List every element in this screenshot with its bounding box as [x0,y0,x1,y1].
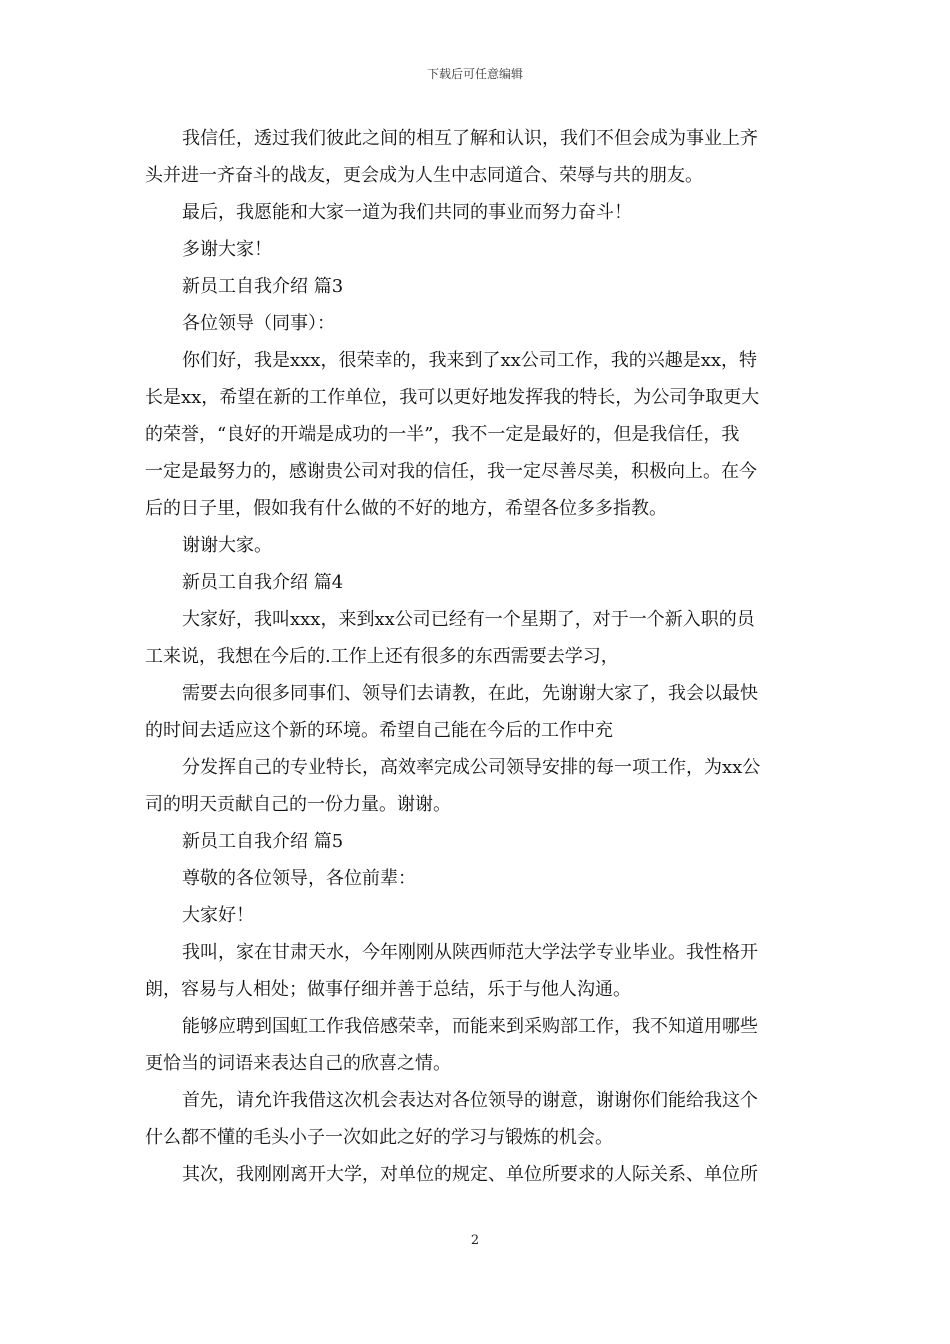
paragraph-line: 最后，我愿能和大家一道为我们共同的事业而努力奋斗！ [182,202,632,223]
paragraph-line: 尊敬的各位领导，各位前辈： [182,868,416,889]
paragraph-line: 长是xx，希望在新的工作单位，我可以更好地发挥我的特长，为公司争取更大 [145,387,760,408]
body-line [145,231,809,268]
paragraph-line: 多谢大家！ [182,239,272,260]
paragraph-line: 新员工自我介绍 篇5 [182,831,344,852]
body-paragraph [145,749,809,823]
document-body [145,120,809,1193]
paragraph-line: 司的明天贡献自己的一份力量。谢谢。 [145,794,451,815]
paragraph-line: 能够应聘到国虹工作我倍感荣幸，而能来到采购部工作，我不知道用哪些 [182,1016,758,1037]
paragraph-line: 其次，我刚刚离开大学，对单位的规定、单位所要求的人际关系、单位所 [182,1164,758,1185]
paragraph-line: 后的日子里，假如我有什么做的不好的地方，希望各位多多指教。 [145,498,667,519]
body-paragraph [145,342,809,527]
paragraph-line: 更恰当的词语来表达自己的欣喜之情。 [145,1053,451,1074]
paragraph-line: 大家好，我叫xxx，来到xx公司已经有一个星期了，对于一个新入职的员 [182,609,755,630]
body-paragraph [145,675,809,749]
paragraph-line: 你们好，我是xxx，很荣幸的，我来到了xx公司工作，我的兴趣是xx，特 [182,350,758,371]
body-line [145,860,809,897]
body-paragraph [145,1082,809,1156]
paragraph-line: 谢谢大家。 [182,535,272,556]
paragraph-line: 我信任，透过我们彼此之间的相互了解和认识，我们不但会成为事业上齐 [182,128,758,149]
body-line [145,527,809,564]
body-line [145,823,809,860]
body-paragraph [145,120,809,194]
body-line [145,194,809,231]
page-number: 2 [470,1233,480,1248]
paragraph-line: 分发挥自己的专业特长，高效率完成公司领导安排的每一项工作，为xx公 [182,757,761,778]
paragraph-line: 我叫，家在甘肃天水，今年刚刚从陕西师范大学法学专业毕业。我性格开 [182,942,758,963]
body-line [145,897,809,934]
paragraph-line: 什么都不懂的毛头小子一次如此之好的学习与锻炼的机会。 [145,1127,613,1148]
paragraph-line: 新员工自我介绍 篇4 [182,572,344,593]
paragraph-line: 头并进一齐奋斗的战友，更会成为人生中志同道合、荣辱与共的朋友。 [145,165,703,186]
paragraph-line: 朗，容易与人相处；做事仔细并善于总结，乐于与他人沟通。 [145,979,631,1000]
paragraph-line: 首先，请允许我借这次机会表达对各位领导的谢意，谢谢你们能给我这个 [182,1090,758,1111]
body-line [145,1156,809,1193]
paragraph-line: 一定是最努力的，感谢贵公司对我的信任，我一定尽善尽美，积极向上。在今 [145,461,757,482]
paragraph-line: 需要去向很多同事们、领导们去请教，在此，先谢谢大家了，我会以最快 [182,683,758,704]
paragraph-line: 的时间去适应这个新的环境。希望自己能在今后的工作中充 [145,720,613,741]
paragraph-line: 大家好！ [182,905,254,926]
body-line [145,564,809,601]
paragraph-line: 新员工自我介绍 篇3 [182,276,344,297]
body-line [145,305,809,342]
body-line [145,268,809,305]
body-paragraph [145,601,809,675]
header-note: 下载后可任意编辑 [426,67,523,81]
body-paragraph [145,934,809,1008]
paragraph-line: 的荣誉，“良好的开端是成功的一半”，我不一定是最好的，但是我信任，我 [145,424,740,445]
paragraph-line: 各位领导（同事）： [182,313,335,334]
paragraph-line: 工来说，我想在今后的.工作上还有很多的东西需要去学习， [145,646,619,667]
body-paragraph [145,1008,809,1082]
